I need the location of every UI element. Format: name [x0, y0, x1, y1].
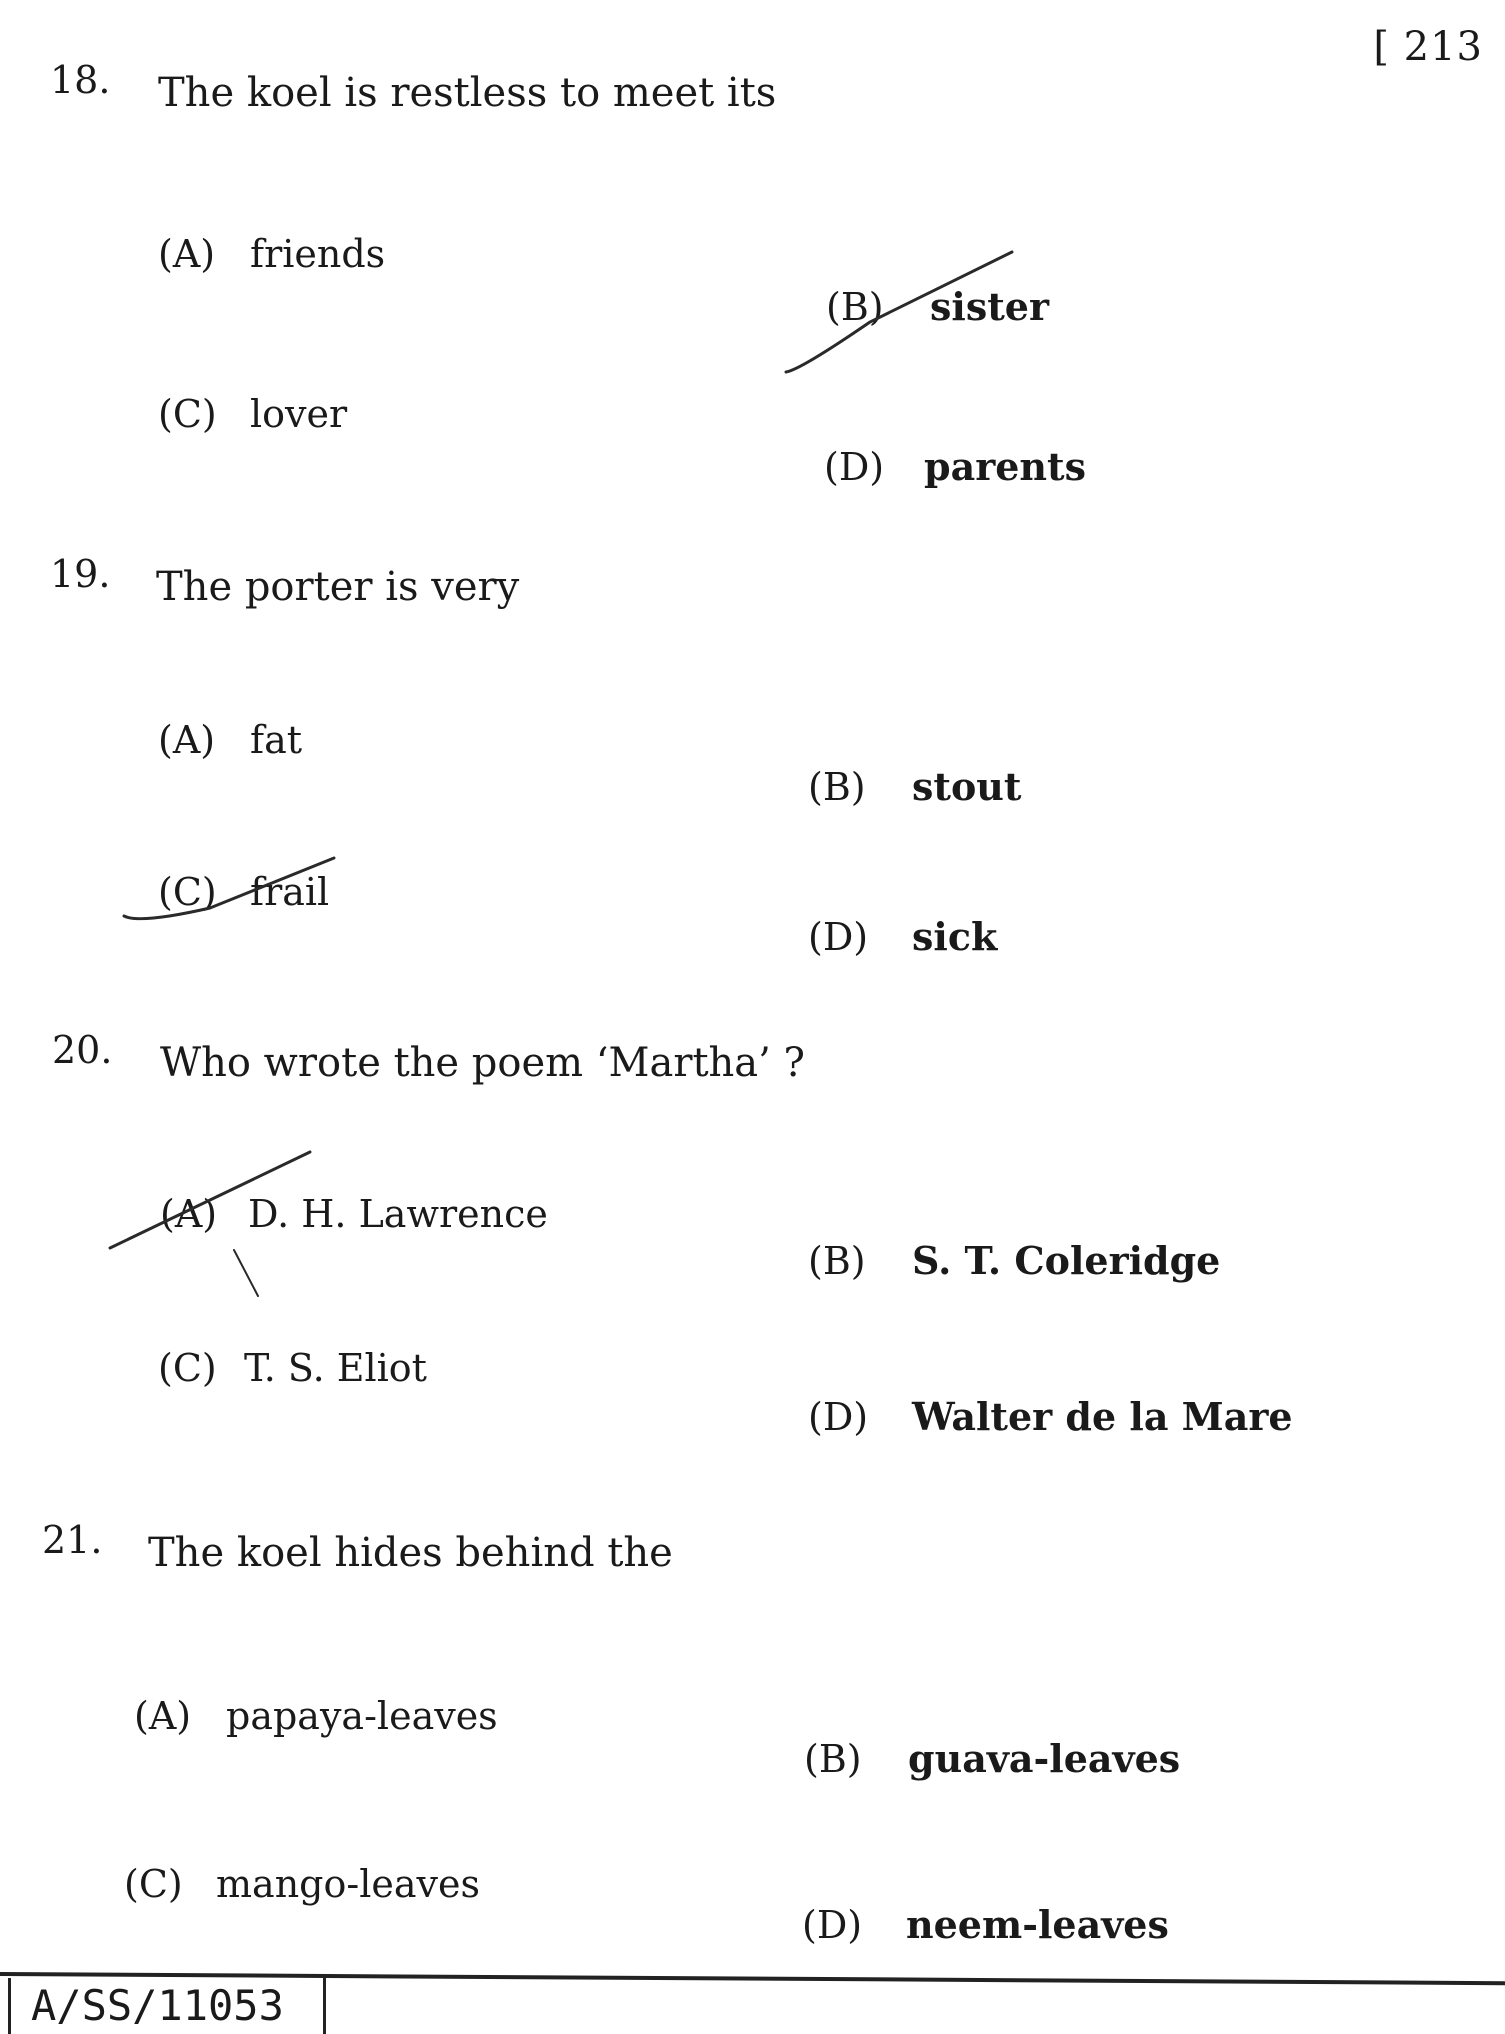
option-label: (B) [808, 1239, 866, 1283]
option-a[interactable] [158, 232, 385, 276]
question-text: The porter is very [156, 564, 520, 610]
question-number: 19. [50, 552, 111, 596]
question-number: 18. [50, 58, 111, 102]
option-label: (C) [158, 392, 217, 436]
question-text: Who wrote the poem ‘Martha’ ? [160, 1040, 805, 1086]
option-label: (B) [804, 1737, 862, 1781]
option-b[interactable] [826, 284, 1049, 329]
option-c[interactable] [158, 392, 347, 436]
option-label: (C) [124, 1862, 183, 1906]
option-d[interactable] [808, 1394, 1293, 1439]
option-text: frail [250, 870, 330, 914]
option-label: (A) [160, 1192, 218, 1236]
question-text: The koel is restless to meet its [158, 70, 777, 116]
option-label: (B) [826, 285, 884, 329]
option-text: sister [930, 284, 1049, 329]
option-label: (B) [808, 765, 866, 809]
option-d[interactable] [824, 444, 1086, 489]
option-text: lover [250, 392, 348, 436]
option-c[interactable] [158, 870, 329, 914]
option-text: D. H. Lawrence [248, 1192, 548, 1236]
question-number: 20. [52, 1028, 113, 1072]
option-label: (A) [158, 718, 216, 762]
option-text: sick [912, 914, 998, 959]
option-text: fat [250, 718, 302, 762]
option-label: (C) [158, 870, 217, 914]
question-number: 21. [42, 1518, 103, 1562]
option-text: neem-leaves [906, 1902, 1169, 1947]
option-text: mango-leaves [216, 1862, 480, 1906]
option-label: (A) [134, 1694, 192, 1738]
option-label: (D) [802, 1903, 863, 1947]
option-text: Walter de la Mare [912, 1394, 1293, 1439]
page-number: [ 213 [1373, 24, 1483, 70]
option-text: S. T. Coleridge [912, 1238, 1221, 1283]
option-d[interactable] [808, 914, 997, 959]
option-a[interactable] [160, 1192, 548, 1236]
option-b[interactable] [808, 764, 1021, 809]
option-d[interactable] [802, 1902, 1169, 1947]
option-c[interactable] [158, 1346, 427, 1390]
option-label: (A) [158, 232, 216, 276]
option-text: T. S. Eliot [244, 1346, 427, 1390]
option-label: (D) [808, 915, 869, 959]
option-label: (D) [808, 1395, 869, 1439]
footer-code: A/SS/11053 [8, 1978, 326, 2034]
option-text: papaya-leaves [226, 1694, 498, 1738]
option-a[interactable] [158, 718, 302, 762]
option-text: stout [912, 764, 1022, 809]
option-label: (C) [158, 1346, 217, 1390]
option-a[interactable] [134, 1694, 498, 1738]
question-text: The koel hides behind the [148, 1530, 673, 1576]
option-b[interactable] [804, 1736, 1180, 1781]
option-text: parents [924, 444, 1086, 489]
option-b[interactable] [808, 1238, 1220, 1283]
option-c[interactable] [124, 1862, 480, 1906]
option-label: (D) [824, 445, 885, 489]
stray-mark-q20 [234, 1250, 258, 1296]
option-text: friends [250, 232, 386, 276]
option-text: guava-leaves [908, 1736, 1181, 1781]
